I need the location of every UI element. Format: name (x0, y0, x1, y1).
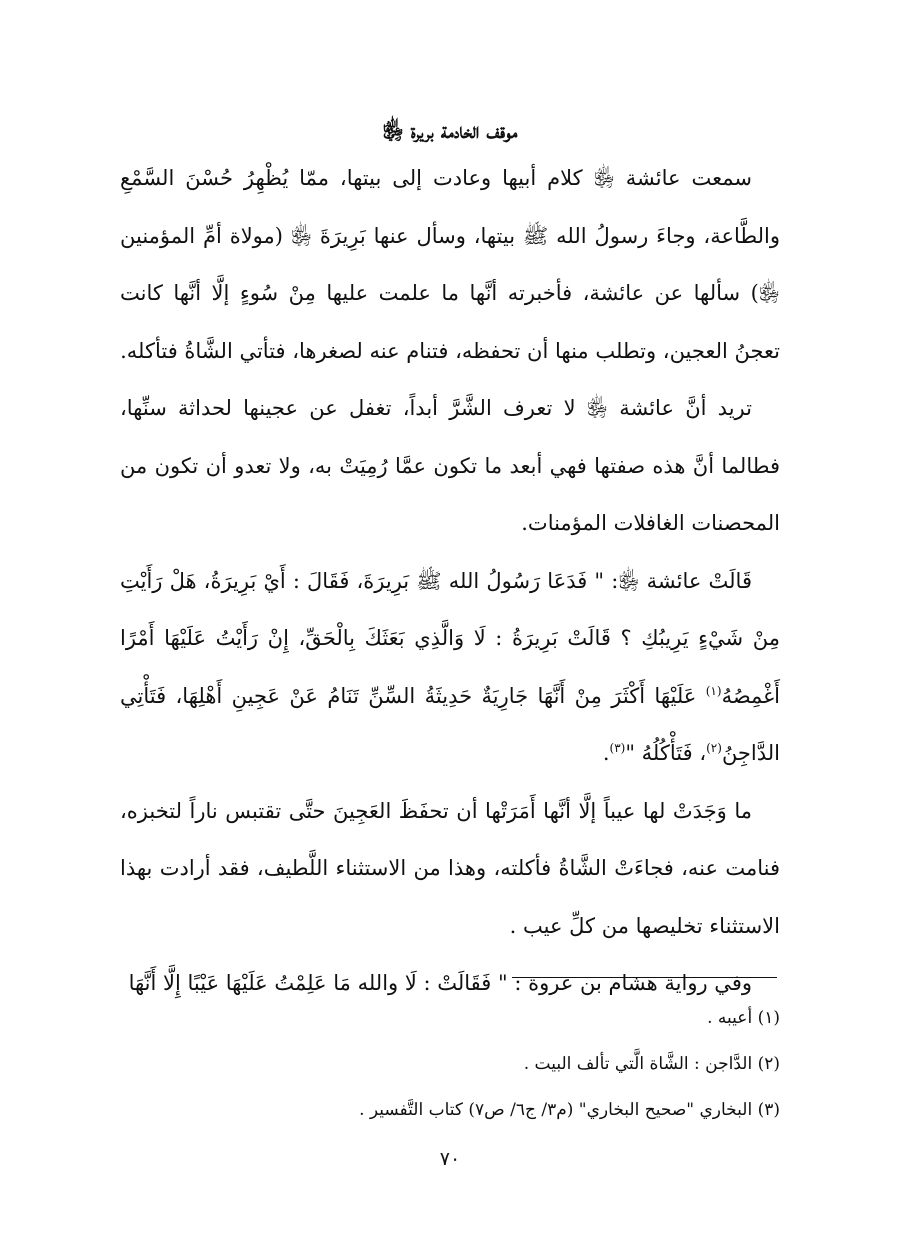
footnote-ref-3[interactable]: (٣) (609, 741, 626, 755)
section-title: موقف الخادمة بريرة ﵂ (382, 118, 518, 143)
body-text (120, 150, 780, 1013)
paragraph-3-hadith (120, 553, 780, 783)
footnote-divider (512, 977, 777, 978)
hadith-text-part-3: ، فَتَأْكُلُهُ " (625, 741, 707, 765)
paragraph-2: تريد أنَّ عائشة ﵂ لا تعرف الشَّرَّ أبداً، تغفل عن عجينها لحداثة سنِّها، فطالما أنَّ هذه صفتها فهي أبعد ما تكون عمَّا رُمِيَتْ به، ولا تعدو أن تكون من المحصنات الغافلات المؤمنات. (120, 396, 780, 535)
hadith-text-part-2: عَلَيْهَا أَكْثَرَ مِنْ أَنَّهَا جَارِيَةٌ حَدِيثَةُ السِّنِّ تَنَامُ عَنْ عَجِينِ أَهْلِهَا، فَتَأْتِي الدَّاجِنُ (120, 683, 780, 765)
hadith-text-part-1: قَالَتْ عائشة ﵂: " فَدَعَا رَسُولُ الله ﷺ بَرِيرَةَ، فَقَالَ : أَيْ بَرِيرَةُ، هَلْ رَأَيْتِ مِنْ شَيْءٍ يَرِيبُكِ ؟ قَالَتْ بَرِيرَةُ : لَا وَالَّذِي بَعَثَكَ بِالْحَقِّ، إِنْ رَأَيْتُ عَلَيْهَا أَمْرًا أَغْمِصُهُ (120, 568, 780, 708)
paragraph-5: وفي رواية هشام بن عروة : " فَقَالَتْ : لَا والله مَا عَلِمْتُ عَلَيْهَا عَيْبًا إِلَّا أَنَّهَا (128, 971, 752, 995)
footnotes (120, 995, 780, 1133)
page-number: ٧٠ (439, 1148, 461, 1170)
paragraph-1: سمعت عائشة ﵂ كلام أبيها وعادت إلى بيتها، ممّا يُظْهِرُ حُسْنَ السَّمْعِ والطَّاعة، وجاءَ رسولُ الله ﷺ بيتها، وسأل عنها بَرِيرَةَ ﵂ (مولاة أمِّ المؤمنين ﵂) سألها عن عائشة، فأخبرته أنَّها ما علمت عليها مِنْ سُوءٍ إلَّا أنَّها كانت تعجنُ العجين، وتطلب منها أن تحفظه، فتنام عنه لصغرها، فتأتي الشَّاةُ فتأكله. (120, 166, 780, 363)
footnote-ref-2[interactable]: (٢) (706, 741, 722, 755)
footnote-1: (١) أعيبه . (707, 1008, 780, 1028)
footnote-3: (٣) البخاري "صحيح البخاري" (م٣/ ج٦/ ص٧) كتاب التَّفسير . (359, 1100, 780, 1120)
hadith-text-end: . (602, 741, 610, 765)
paragraph-4: ما وَجَدَتْ لها عيباً إلَّا أنَّها أَمَرَتْها أن تحفَظَ العَجِينَ حتَّى تقتبس ناراً لتخبزه، فنامت عنه، فجاءَتْ الشَّاةُ فأكلته، وهذا من الاستثناء اللَّطيف، فقد أرادت بهذا الاستثناء تخليصها من كلِّ عيب . (120, 798, 780, 938)
footnote-2: (٢) الدَّاجن : الشَّاة الَّتي تألف البيت . (523, 1054, 780, 1074)
footnote-ref-1[interactable]: (١) (705, 683, 722, 698)
